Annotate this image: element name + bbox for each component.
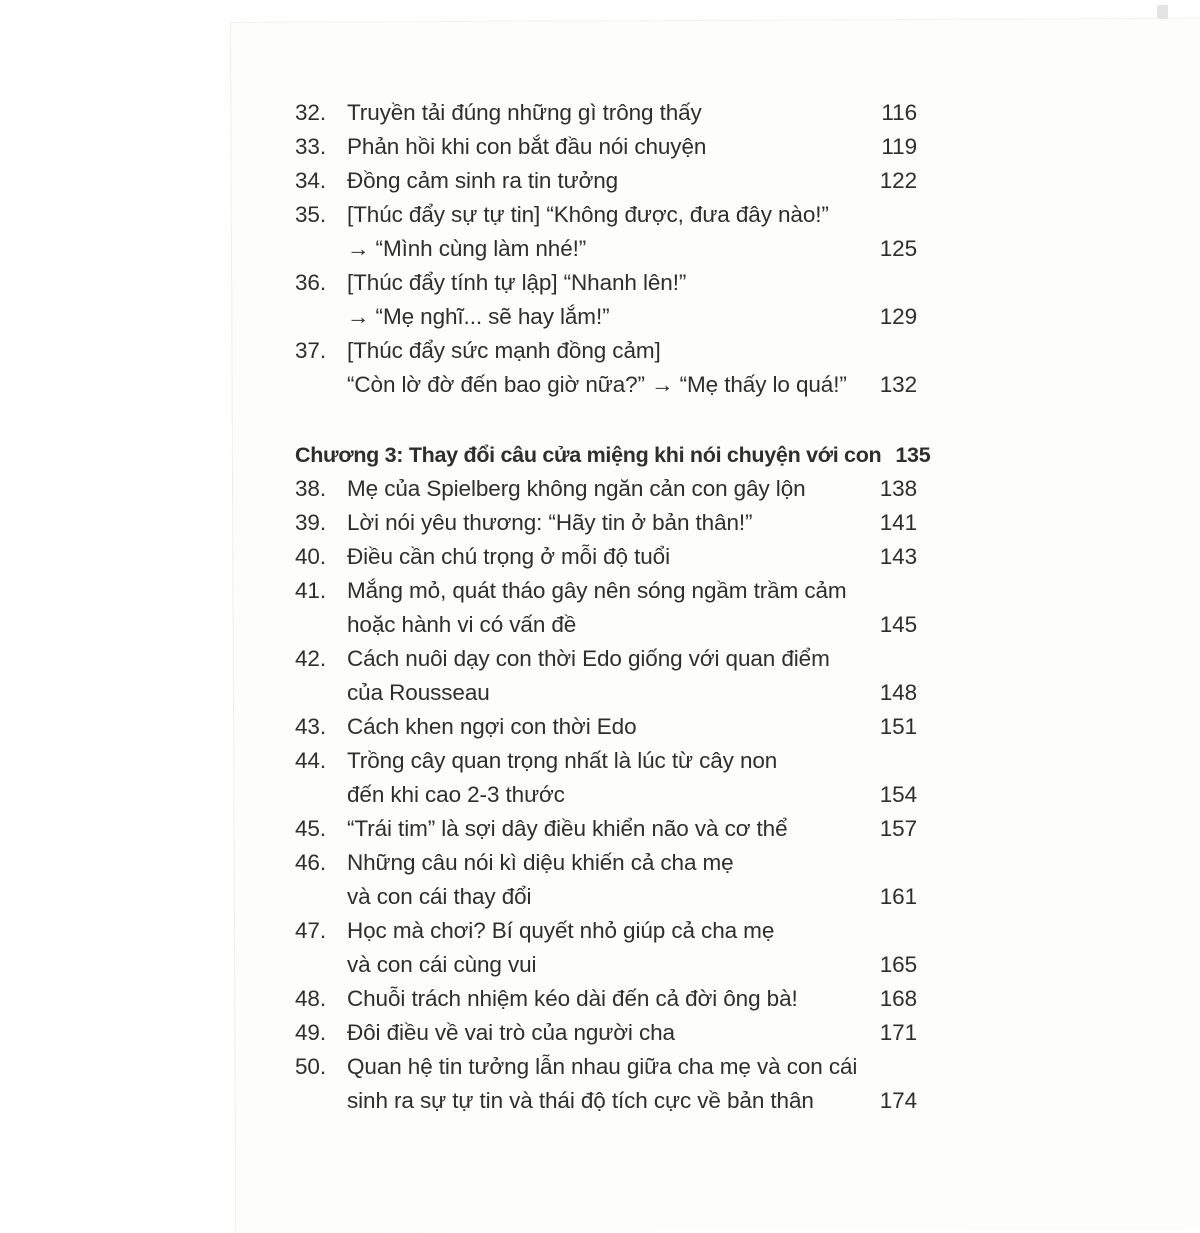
toc-entry-number: 39. (295, 510, 326, 535)
toc-entry-line (295, 608, 917, 642)
toc-entry-line (295, 846, 917, 880)
chapter-heading-page-number: 135 (895, 443, 931, 467)
toc-entry-title: Quan hệ tin tưởng lẫn nhau giữa cha mẹ và con cái (347, 1054, 858, 1079)
toc-entry-line (295, 164, 917, 198)
toc-entry-title: sinh ra sự tự tin và thái độ tích cực về bản thân (347, 1088, 814, 1113)
toc-entry-page-number: 171 (879, 1020, 917, 1045)
toc-entry-line (295, 232, 917, 266)
toc-entry-title: Lời nói yêu thương: “Hãy tin ở bản thân!” (347, 510, 753, 535)
toc-entry-number: 40. (295, 544, 326, 569)
toc-entry-title: Những câu nói kì diệu khiến cả cha mẹ (347, 850, 734, 875)
toc-entry-number: 43. (295, 714, 326, 739)
chapter-heading-title: Chương 3: Thay đổi câu cửa miệng khi nói chuyện với con (295, 443, 882, 467)
toc-entry-number: 37. (295, 338, 326, 363)
toc-entry-page-number: 165 (879, 952, 917, 977)
toc-entry-title: Cách khen ngợi con thời Edo (347, 714, 637, 739)
toc-entry-title: hoặc hành vi có vấn đề (347, 612, 577, 637)
toc-entry-number: 46. (295, 850, 326, 875)
toc-entry-number: 41. (295, 578, 326, 603)
toc-entry-title: “Còn lờ đờ đến bao giờ nữa?” → “Mẹ thấy lo quá!” (347, 372, 847, 397)
toc-entry-line (295, 198, 917, 232)
toc-entry-title: Cách nuôi dạy con thời Edo giống với quan điểm (347, 646, 830, 671)
toc-entry-title: Truyền tải đúng những gì trông thấy (347, 100, 702, 125)
toc-entry-line (295, 368, 917, 402)
toc-entry-line (295, 914, 917, 948)
toc-entry-title: của Rousseau (347, 680, 490, 705)
toc-entry-line (295, 642, 917, 676)
toc-entry-number: 38. (295, 476, 326, 501)
toc-entry-line (295, 574, 917, 608)
toc-entry-page-number: 143 (879, 544, 917, 569)
toc-entry-number: 48. (295, 986, 326, 1011)
toc-entry-number: 32. (295, 100, 326, 125)
toc-entry-page-number: 119 (881, 134, 917, 159)
toc-entry-line (295, 778, 917, 812)
toc-entry-line (295, 1050, 917, 1084)
toc-entry-number: 42. (295, 646, 326, 671)
scan-artifact-speck (1157, 5, 1168, 19)
toc-entry-number: 36. (295, 270, 326, 295)
toc-entry-number: 49. (295, 1020, 326, 1045)
toc-entry-line (295, 676, 917, 710)
toc-entry-page-number: 174 (879, 1088, 917, 1113)
toc-entry-line (295, 96, 917, 130)
toc-entry-number: 33. (295, 134, 326, 159)
toc-entry-title: [Thúc đẩy sức mạnh đồng cảm] (347, 338, 661, 363)
toc-entry-line (295, 472, 917, 506)
toc-entry-page-number: 141 (879, 510, 917, 535)
toc-entry-title: → “Mình cùng làm nhé!” (347, 236, 587, 261)
toc-entry-title: Chuỗi trách nhiệm kéo dài đến cả đời ông bà! (347, 986, 798, 1011)
toc-entry-line (295, 540, 917, 574)
toc-entry-title: Đôi điều về vai trò của người cha (347, 1020, 675, 1045)
toc-entry-page-number: 132 (879, 372, 917, 397)
toc-entry-page-number: 168 (879, 986, 917, 1011)
toc-entry-title: Mẹ của Spielberg không ngăn cản con gây lộn (347, 476, 806, 501)
toc-entry-number: 35. (295, 202, 326, 227)
toc-entry-line (295, 334, 917, 368)
toc-entry-page-number: 129 (879, 304, 917, 329)
toc-entry-page-number: 138 (879, 476, 917, 501)
toc-entry-line (295, 266, 917, 300)
toc-entry-title: Điều cần chú trọng ở mỗi độ tuổi (347, 544, 670, 569)
toc-entry-line (295, 982, 917, 1016)
toc-entry-title: [Thúc đẩy tính tự lập] “Nhanh lên!” (347, 270, 687, 295)
toc-entry-line (295, 1084, 917, 1118)
toc-entry-title: “Trái tim” là sợi dây điều khiển não và cơ thể (347, 816, 788, 841)
toc-entry-page-number: 154 (879, 782, 917, 807)
toc-entry-line (295, 1016, 917, 1050)
toc-entry-title: Đồng cảm sinh ra tin tưởng (347, 168, 619, 193)
toc-entry-number: 50. (295, 1054, 326, 1079)
toc-entry-line (295, 744, 917, 778)
toc-entry-title: Phản hồi khi con bắt đầu nói chuyện (347, 134, 707, 159)
toc-entry-page-number: 122 (879, 168, 917, 193)
toc-entry-line (295, 130, 917, 164)
toc-entry-page-number: 145 (879, 612, 917, 637)
toc-entry-title: [Thúc đẩy sự tự tin] “Không được, đưa đây nào!” (347, 202, 829, 227)
toc-entry-line (295, 948, 917, 982)
chapter-heading-row (295, 438, 931, 472)
toc-entry-title: và con cái thay đổi (347, 884, 532, 909)
toc-entry-page-number: 116 (881, 100, 917, 125)
toc-entry-number: 47. (295, 918, 326, 943)
toc-entry-line (295, 880, 917, 914)
toc-entry-line (295, 710, 917, 744)
toc-entry-number: 44. (295, 748, 326, 773)
toc-list (295, 96, 931, 1118)
toc-entry-line (295, 506, 917, 540)
toc-entry-line (295, 812, 917, 846)
toc-entry-number: 34. (295, 168, 326, 193)
toc-entry-title: Mắng mỏ, quát tháo gây nên sóng ngầm trầm cảm (347, 578, 847, 603)
toc-entry-page-number: 125 (879, 236, 917, 261)
toc-entry-title: và con cái cùng vui (347, 952, 537, 977)
toc-entry-title: Học mà chơi? Bí quyết nhỏ giúp cả cha mẹ (347, 918, 775, 943)
toc-entry-title: Trồng cây quan trọng nhất là lúc từ cây non (347, 748, 778, 773)
toc-entry-title: đến khi cao 2-3 thước (347, 782, 565, 807)
toc-entry-page-number: 161 (879, 884, 917, 909)
toc-entry-line (295, 300, 917, 334)
toc-entry-page-number: 151 (879, 714, 917, 739)
toc-entry-number: 45. (295, 816, 326, 841)
toc-entry-title: → “Mẹ nghĩ... sẽ hay lắm!” (347, 304, 610, 329)
toc-entry-page-number: 157 (879, 816, 917, 841)
toc-entry-page-number: 148 (879, 680, 917, 705)
